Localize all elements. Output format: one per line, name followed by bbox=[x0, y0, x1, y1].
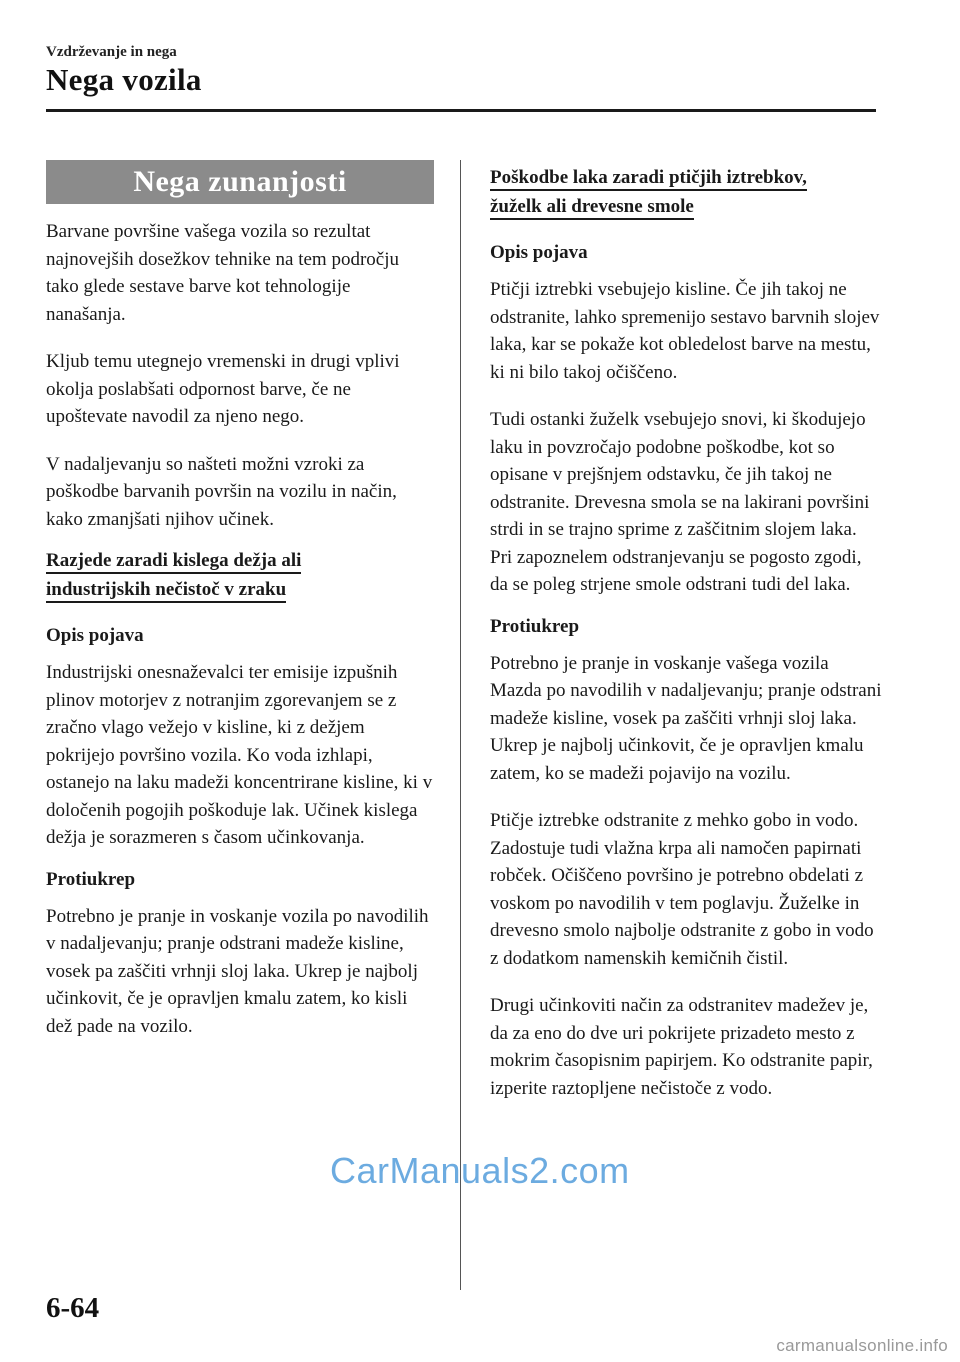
section-title-bird-droppings bbox=[490, 164, 882, 221]
page-number: 6-64 bbox=[46, 1292, 100, 1324]
opis-pojava-paragraph-1: Ptičji iztrebki vsebujejo kisline. Če jih takoj ne odstranite, lahko spremenijo sestavo barvnih slojev laka, kar se pokaže kot obledelost barve na mestu, ki ni bilo takoj očiščeno. bbox=[490, 279, 880, 383]
section-banner: Nega zunanjosti bbox=[46, 160, 434, 204]
protiukrep-text: Potrebno je pranje in voskanje vozila po navodilih v nadaljevanju; pranje odstrani madeže kisline, vosek pa zaščiti vrhnji sloj laka. Ukrep je najbolj učinkovit, če je opravljen kmalu zatem, ko kisli dež pade na vozilo. bbox=[46, 905, 429, 1037]
protiukrep-paragraph-3: Drugi učinkoviti način za odstranitev madežev je, da za eno do dve uri pokrijete prizadeto mesto z mokrim časopisnim papirjem. Ko odstranite papir, izperite raztopljene nečistoče z vodo. bbox=[490, 995, 873, 1099]
section-title-line-1: Razjede zaradi kislega dežja ali bbox=[46, 550, 301, 574]
protiukrep-paragraph-1: Potrebno je pranje in voskanje vašega vozila Mazda po navodilih v nadaljevanju; pranje odstrani madeže kisline, vosek pa zaščiti vrhnji sloj laka. Ukrep je najbolj učinkovit, če je opravljen kmalu zatem, ko se madeži pojavijo na vozilu. bbox=[490, 652, 882, 784]
opis-pojava-label: Opis pojava bbox=[490, 242, 588, 263]
watermark-carmanualsonline: carmanualsonline.info bbox=[776, 1336, 948, 1355]
breadcrumb: Vzdrževanje in nega bbox=[46, 44, 177, 60]
column-divider bbox=[460, 160, 461, 1290]
left-column bbox=[46, 160, 434, 1060]
opis-pojava-paragraph-2: Tudi ostanki žuželk vsebujejo snovi, ki škodujejo laku in povzročajo podobne poškodbe, kot so opisane v prejšnjem odstavku, če jih takoj ne odstranite. Drevesna smola se na lakirani površini strdi in se trajno sprime z zaščitnim slojem laka. Pri zapoznelem odstranjevanju se pogosto zgodi, da se poleg strjene smole odstrani tudi del laka. bbox=[490, 409, 870, 595]
intro-paragraph-2: Kljub temu utegnejo vremenski in drugi vplivi okolja poslabšati odpornost barve, če ne upoštevate navodil za njeno nego. bbox=[46, 351, 400, 427]
intro-paragraph-1: Barvane površine vašega vozila so rezultat najnovejših dosežkov tehnike na tem področju tako glede sestave barve kot tehnologije nanašanja. bbox=[46, 221, 399, 325]
right-column bbox=[490, 164, 882, 1122]
watermark-carmanuals2: CarManuals2.com bbox=[330, 1150, 630, 1191]
opis-pojava-text: Industrijski onesnaževalci ter emisije izpušnih plinov motorjev z notranjim zgorevanjem se z zračno vlago vežejo v kisline, ki z dežjem pokrijejo površino vozila. Ko voda izhlapi, ostanejo na laku madeži koncentrirane kisline, ki v določenih pogojih poškoduje lak. Učinek kislega dežja je sorazmeren s časom učinkovanja. bbox=[46, 662, 433, 848]
protiukrep-label: Protiukrep bbox=[490, 615, 580, 637]
header-rule bbox=[46, 109, 876, 112]
section-title-line-2: žuželk ali drevesne smole bbox=[490, 196, 694, 220]
protiukrep-label: Protiukrep bbox=[46, 868, 136, 890]
opis-pojava-label: Opis pojava bbox=[46, 625, 144, 646]
intro-paragraph-3: V nadaljevanju so našteti možni vzroki za poškodbe barvanih površin na vozilu in način, kako zmanjšati njihov učinek. bbox=[46, 453, 397, 530]
chapter-title: Nega vozila bbox=[46, 62, 202, 97]
section-title-acid-rain bbox=[46, 547, 434, 604]
protiukrep-paragraph-2: Ptičje iztrebke odstranite z mehko gobo in vodo. Zadostuje tudi vlažna krpa ali namočen papirnati robček. Očiščeno površino je potrebno obdelati z voskom po navodilih v tem poglavju. Žuželke in drevesno smolo najbolje odstranite z gobo in vodo z dodatkom namenskih kemičnih čistil. bbox=[490, 810, 874, 969]
section-title-line-2: industrijskih nečistoč v zraku bbox=[46, 579, 286, 603]
section-title-line-1: Poškodbe laka zaradi ptičjih iztrebkov, bbox=[490, 167, 807, 191]
